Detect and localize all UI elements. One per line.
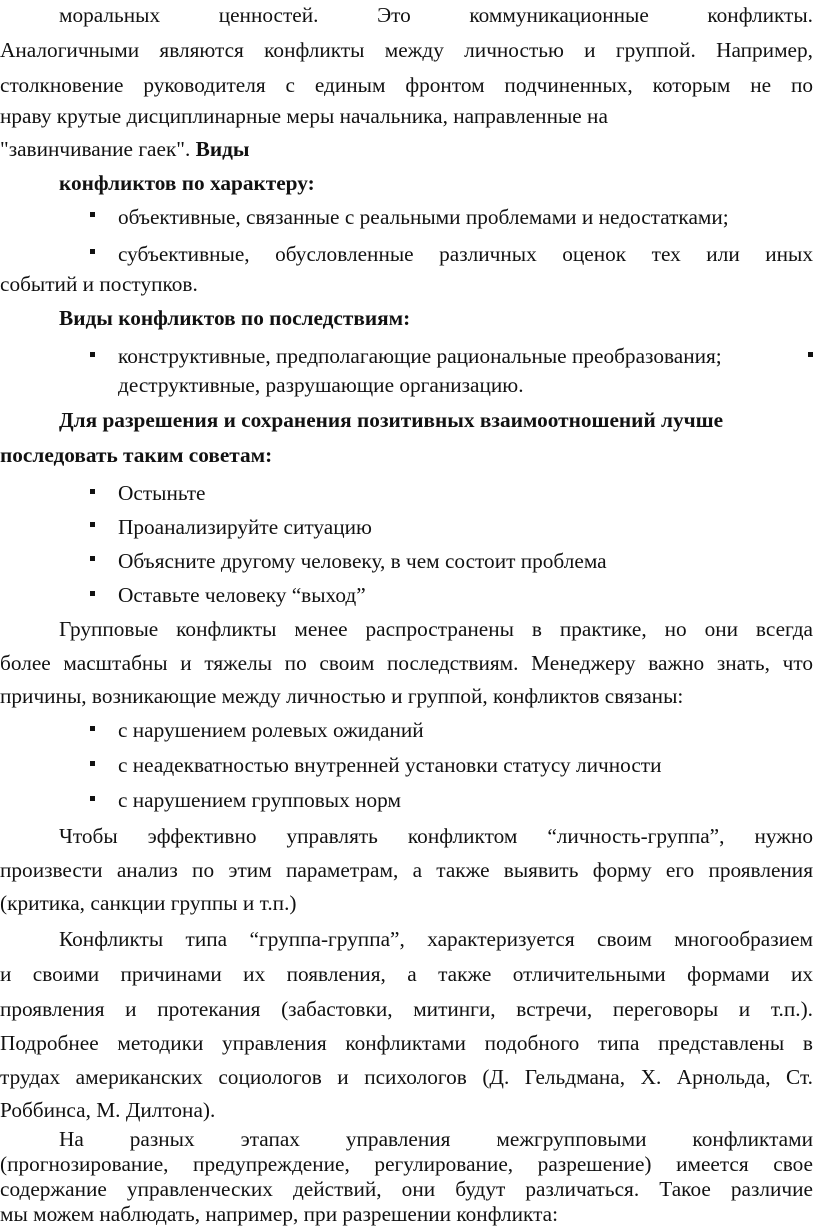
- list-item: с нарушением ролевых ожиданий: [118, 718, 424, 742]
- list-item: субъективные, обусловленные различных оценок тех или иных: [118, 242, 813, 266]
- list-item: объективные, связанные с реальными проблемами и недостатками;: [118, 205, 729, 229]
- list-item: с неадекватностью внутренней установки статусу личности: [118, 753, 662, 777]
- section-heading-start: Виды: [195, 137, 250, 161]
- section-heading: Виды конфликтов по последствиям:: [59, 306, 411, 330]
- text-line: Чтобы эффективно управлять конфликтом “личность-группа”, нужно: [59, 824, 813, 848]
- text-line: мы можем наблюдать, например, при разрешении конфликта:: [0, 1202, 559, 1226]
- section-heading: последовать таким советам:: [0, 443, 273, 467]
- section-heading: Для разрешения и сохранения позитивных взаимоотношений лучше: [59, 408, 724, 432]
- bullet-marker: [90, 489, 95, 494]
- text-line: Аналогичными являются конфликты между личностью и группой. Например,: [0, 38, 813, 62]
- bullet-marker: [90, 212, 95, 217]
- text-line: На разных этапах управления межгрупповыми конфликтами: [59, 1127, 813, 1151]
- text-line: моральных ценностей. Это коммуникационные конфликты.: [59, 3, 813, 27]
- list-item: деструктивные, разрушающие организацию.: [118, 373, 524, 397]
- bullet-marker: [90, 796, 95, 801]
- text-line: (прогнозирование, предупреждение, регулирование, разрешение) имеется свое: [0, 1152, 813, 1176]
- list-item: Объясните другому человеку, в чем состоит проблема: [118, 549, 607, 573]
- text-line: Подробнее методики управления конфликтами подобного типа представлены в: [0, 1031, 813, 1055]
- text-line: трудах американских социологов и психологов (Д. Гельдмана, Х. Арнольда, Ст.: [0, 1065, 813, 1089]
- text-fragment: "завинчивание гаек".: [0, 137, 196, 161]
- list-item: Оставьте человеку “выход”: [118, 583, 366, 607]
- bullet-marker: [90, 591, 95, 596]
- text-line: нраву крутые дисциплинарные меры начальника, направленные на: [0, 104, 608, 128]
- text-line: содержание управленческих действий, они будут различаться. Такое различие: [0, 1177, 813, 1201]
- bullet-marker: [90, 249, 95, 254]
- list-item: Остыньте: [118, 481, 206, 505]
- text-line: столкновение руководителя с единым фронтом подчиненных, которым не по: [0, 73, 813, 97]
- text-line: Роббинса, М. Дилтона).: [0, 1098, 216, 1122]
- bullet-marker: [90, 522, 95, 527]
- list-item: Проанализируйте ситуацию: [118, 515, 372, 539]
- text-line: произвести анализ по этим параметрам, а также выявить форму его проявления: [0, 858, 813, 882]
- text-line: и своими причинами их появления, а также отличительными формами их: [0, 962, 813, 986]
- list-item: с нарушением групповых норм: [118, 788, 401, 812]
- bullet-marker: [90, 761, 95, 766]
- bullet-marker: [90, 352, 95, 357]
- text-line: [0, 136, 813, 162]
- bullet-marker: [90, 726, 95, 731]
- section-heading: конфликтов по характеру:: [59, 171, 315, 195]
- text-line: более масштабны и тяжелы по своим последствиям. Менеджеру важно знать, что: [0, 651, 813, 675]
- list-item: конструктивные, предполагающие рациональные преобразования;: [118, 344, 722, 368]
- bullet-marker: [90, 556, 95, 561]
- text-line: причины, возникающие между личностью и группой, конфликтов связаны:: [0, 684, 684, 708]
- text-line: Групповые конфликты менее распространены в практике, но они всегда: [59, 617, 813, 641]
- text-line: проявления и протекания (забастовки, митинги, встречи, переговоры и т.п.).: [0, 997, 813, 1021]
- list-item-continuation: событий и поступков.: [0, 272, 198, 296]
- text-line: (критика, санкции группы и т.п.): [0, 891, 297, 915]
- text-line: Конфликты типа “группа-группа”, характеризуется своим многообразием: [59, 927, 813, 951]
- bullet-marker: [808, 352, 813, 357]
